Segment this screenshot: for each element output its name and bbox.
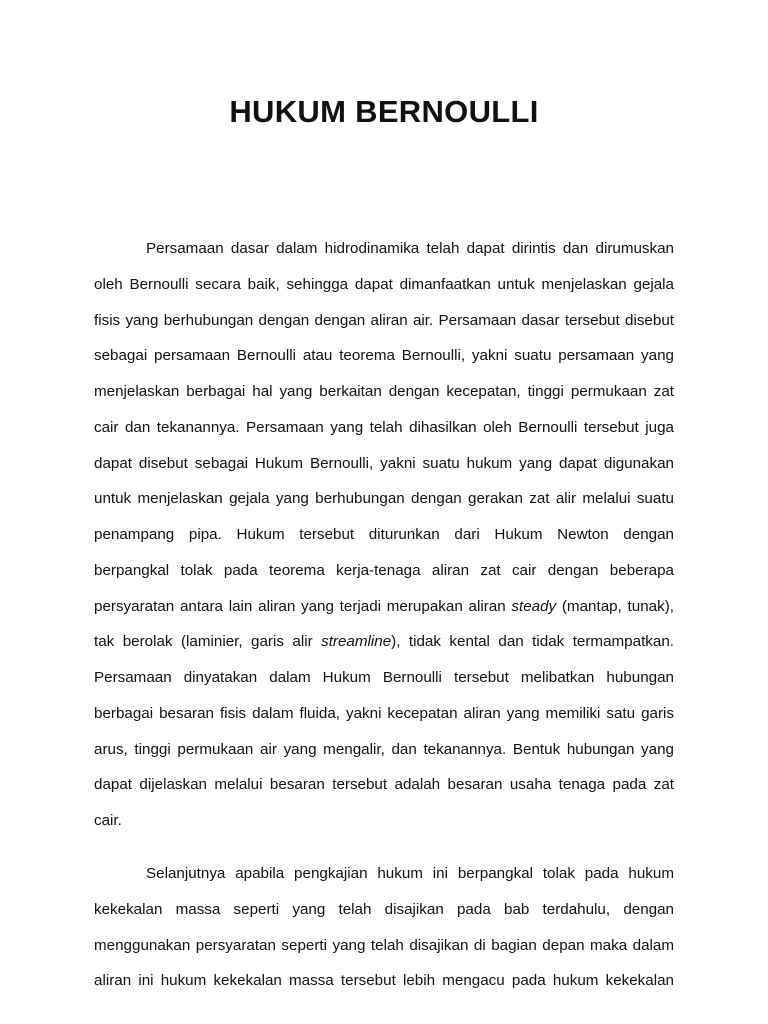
paragraph-line: cair dan tekanannya. Persamaan yang telah dihasilkan oleh Bernoulli tersebut juga — [94, 418, 674, 436]
paragraph-2 — [94, 856, 674, 999]
paragraph-line: oleh Bernoulli secara baik, sehingga dapat dimanfaatkan untuk menjelaskan gejala — [94, 275, 674, 293]
paragraph-line: fisis yang berhubungan dengan dengan aliran air. Persamaan dasar tersebut disebut — [94, 311, 674, 329]
paragraph-line: berpangkal tolak pada teorema kerja-tenaga aliran zat cair dengan beberapa — [94, 561, 674, 579]
line-text: (mantap, tunak), — [556, 597, 674, 615]
paragraph-line: menjelaskan berbagai hal yang berkaitan dengan kecepatan, tinggi permukaan zat — [94, 383, 674, 400]
line-text: tak berolak (laminier, garis alir — [94, 633, 322, 651]
paragraph-line — [94, 624, 674, 660]
paragraph-line: arus, tinggi permukaan air yang mengalir, dan tekanannya. Bentuk hubungan yang — [94, 740, 674, 758]
italic-term: steady — [511, 597, 557, 615]
paragraph-line: berbagai besaran fisis dalam fluida, yakni kecepatan aliran yang memiliki satu garis — [94, 704, 674, 722]
line-text: persyaratan antara lain aliran yang terjadi merupakan aliran — [94, 597, 512, 615]
paragraph-line: Persamaan dinyatakan dalam Hukum Bernoulli tersebut melibatkan hubungan — [94, 669, 674, 686]
line-text: ), tidak kental dan tidak termampatkan. — [391, 633, 674, 651]
paragraph-line: kekekalan massa seperti yang telah disajikan pada bab terdahulu, dengan — [94, 900, 674, 918]
paragraph-line — [94, 589, 674, 625]
italic-term: streamline — [321, 633, 392, 651]
document-title: HUKUM BERNOULLI — [229, 94, 539, 129]
paragraph-line: dapat dijelaskan melalui besaran tersebut adalah besaran usaha tenaga pada zat — [94, 776, 674, 794]
paragraph-line: cair. — [94, 812, 122, 829]
paragraph-line: untuk menjelaskan gejala yang berhubungan dengan gerakan zat alir melalui suatu — [94, 490, 674, 508]
paragraph-line: sebagai persamaan Bernoulli atau teorema Bernoulli, yakni suatu persamaan yang — [94, 347, 674, 365]
paragraph-line: menggunakan persyaratan seperti yang telah disajikan di bagian depan maka dalam — [94, 936, 674, 954]
paragraph-line: dapat disebut sebagai Hukum Bernoulli, yakni suatu hukum yang dapat digunakan — [94, 454, 674, 472]
paragraph-line: penampang pipa. Hukum tersebut diturunkan dari Hukum Newton dengan — [94, 526, 674, 543]
paragraph-1 — [94, 231, 674, 839]
paragraph-line: aliran ini hukum kekekalan massa tersebut lebih mengacu pada hukum kekekalan — [94, 972, 674, 990]
paragraph-line: Persamaan dasar dalam hidrodinamika telah dapat dirintis dan dirumuskan — [146, 240, 674, 257]
paragraph-line: Selanjutnya apabila pengkajian hukum ini berpangkal tolak pada hukum — [146, 865, 674, 882]
